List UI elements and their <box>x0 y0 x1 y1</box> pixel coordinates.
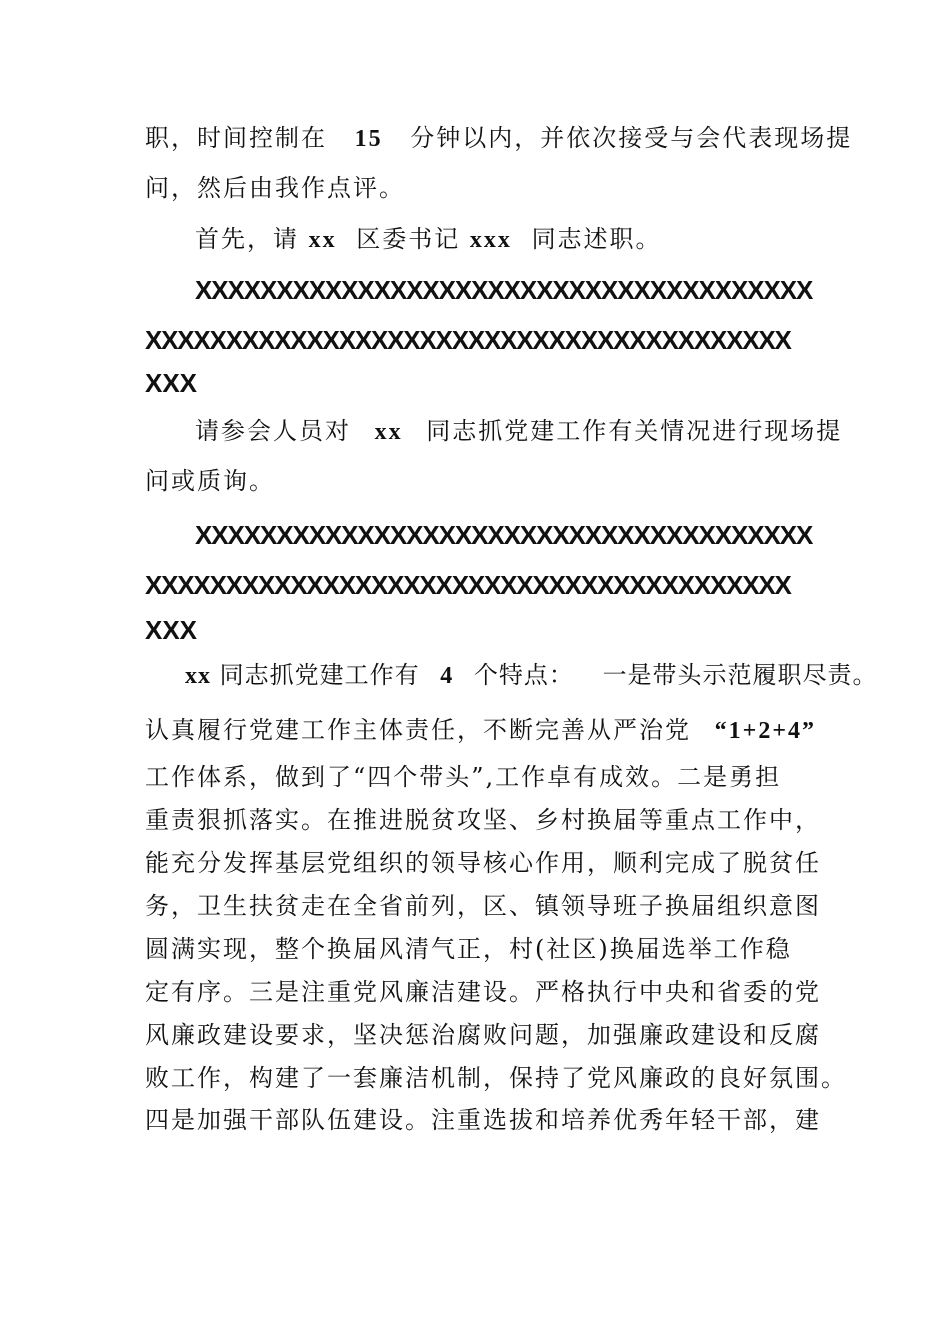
text-run: 同志抓党建工作有 <box>219 661 420 689</box>
text-run: 首先，请 <box>195 225 299 253</box>
placeholder-line: XXXXXXXXXXXXXXXXXXXXXXXXXXXXXXXXXXXXXX <box>195 520 813 550</box>
placeholder-line: XXXXXXXXXXXXXXXXXXXXXXXXXXXXXXXXXXXXXXXX <box>145 325 791 355</box>
paragraph-line: 重责狠抓落实。在推进脱贫攻坚、乡村换届等重点工作中， <box>145 806 821 834</box>
paragraph-line: 四是加强干部队伍建设。注重选拔和培养优秀年轻干部，建 <box>145 1106 821 1134</box>
paragraph-line: 能充分发挥基层党组织的领导核心作用，顺利完成了脱贫任 <box>145 849 821 877</box>
paragraph-line <box>145 123 852 154</box>
paragraph-line: 工作体系，做到了“四个带头”,工作卓有成效。二是勇担 <box>145 763 782 791</box>
paragraph-line <box>195 224 662 255</box>
paragraph-line: 定有序。三是注重党风廉洁建设。严格执行中央和省委的党 <box>145 978 821 1006</box>
number-run: 15 <box>354 126 383 152</box>
text-run: 个特点： <box>473 661 574 689</box>
text-run: xxx <box>469 227 512 253</box>
text-run: 区委书记 <box>356 225 461 253</box>
text-run: xx <box>185 663 211 689</box>
text-run: 职，时间控制在 <box>145 124 327 152</box>
text-run: 分钟以内，并依次接受与会代表现场提 <box>410 124 853 152</box>
placeholder-line: XXX <box>145 368 198 398</box>
placeholder-line: XXXXXXXXXXXXXXXXXXXXXXXXXXXXXXXXXXXXXXXX <box>145 570 791 600</box>
paragraph-line <box>145 715 816 746</box>
text-run: 一是带头示范履职尽责。 <box>602 661 878 689</box>
text-run: 请参会人员对 <box>195 417 351 445</box>
text-run: 同志抓党建工作有关情况进行现场提 <box>426 417 843 445</box>
text-run: 同志述职。 <box>531 225 662 253</box>
paragraph-line: 问或质询。 <box>145 467 275 495</box>
number-run: 4 <box>440 663 454 689</box>
paragraph-line <box>185 660 878 691</box>
paragraph-line: 败工作，构建了一套廉洁机制，保持了党风廉政的良好氛围。 <box>145 1064 847 1092</box>
paragraph-line: 风廉政建设要求，坚决惩治腐败问题，加强廉政建设和反腐 <box>145 1021 821 1049</box>
paragraph-line: 问，然后由我作点评。 <box>145 174 405 202</box>
paragraph-line: 圆满实现，整个换届风清气正，村(社区)换届选举工作稳 <box>145 935 792 963</box>
paragraph-line: 务，卫生扶贫走在全省前列，区、镇领导班子换届组织意图 <box>145 892 821 920</box>
placeholder-line: XXX <box>145 615 198 645</box>
text-run: “1+2+4” <box>714 718 816 744</box>
paragraph-line <box>195 416 842 447</box>
text-run: xx <box>374 419 403 445</box>
placeholder-line: XXXXXXXXXXXXXXXXXXXXXXXXXXXXXXXXXXXXXX <box>195 275 813 305</box>
text-run: 认真履行党建工作主体责任，不断完善从严治党 <box>145 716 691 744</box>
text-run: xx <box>308 227 337 253</box>
